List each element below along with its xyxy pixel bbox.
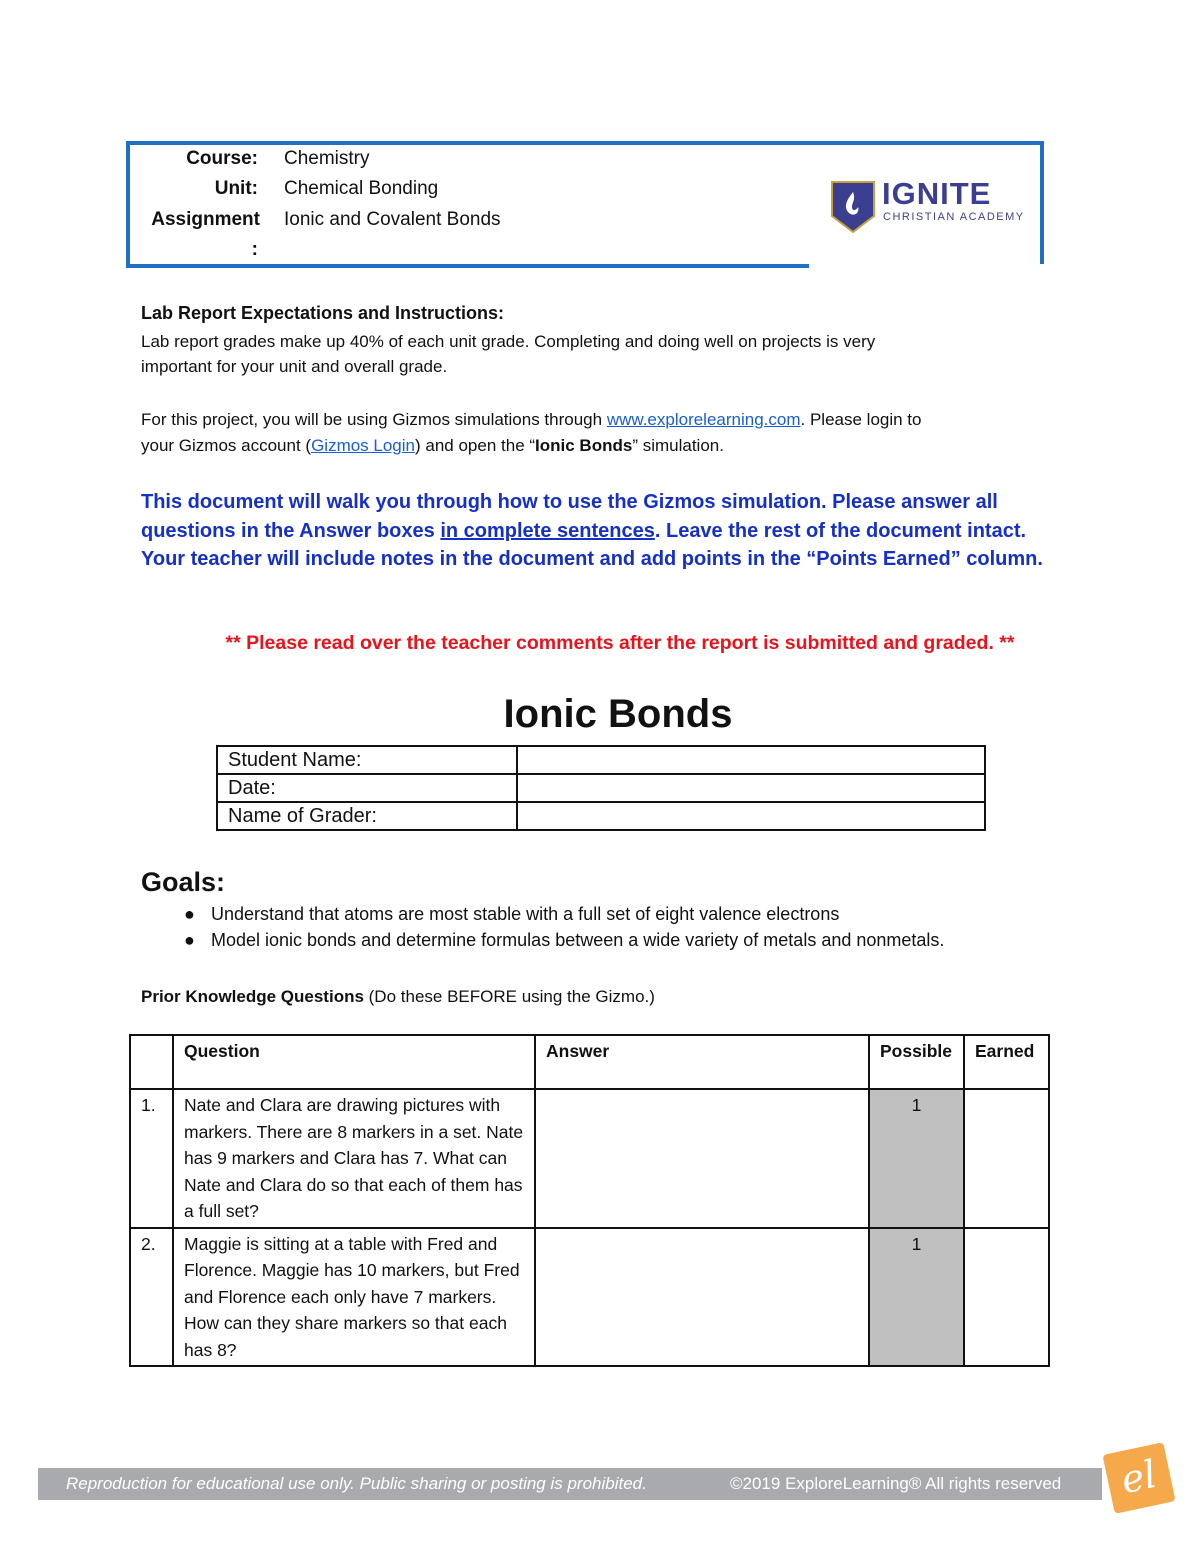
possible-points: 1 <box>869 1228 964 1367</box>
logo-subtitle: CHRISTIAN ACADEMY <box>883 211 1025 223</box>
text: This document will walk you through how to use the Gizmos simulation. Please answer all questions in the Answer boxes <box>141 491 998 542</box>
text: For this project, you will be using Gizmos simulations through <box>141 410 607 429</box>
col-header-answer: Answer <box>535 1035 869 1089</box>
text: Ionic Bonds <box>535 436 633 455</box>
course-value: Chemistry <box>284 148 370 169</box>
goals-heading: Goals: <box>141 867 226 897</box>
table-row <box>217 774 985 802</box>
text: your Gizmos account ( <box>141 436 312 455</box>
goal-text: Model ionic bonds and determine formulas between a wide variety of metals and nonmetals. <box>211 930 945 950</box>
earned-points <box>964 1228 1049 1367</box>
student-name-field[interactable] <box>517 746 985 774</box>
instructions-text: Lab report grades make up 40% of each unit grade. Completing and doing well on projects is very <box>141 332 876 351</box>
assignment-colon: : <box>251 239 258 260</box>
question-number: 1. <box>130 1089 173 1228</box>
table-row <box>130 1089 1049 1228</box>
questions-table <box>129 1034 1050 1367</box>
col-header-question: Question <box>173 1035 535 1089</box>
question-text: Nate and Clara are drawing pictures with markers. There are 8 markers in a set. Nate has 9 markers and Clara has 7. What can Nate and Clara do so that each of them has a full set? <box>173 1089 535 1228</box>
prior-knowledge-heading <box>141 984 655 1009</box>
footer-copyright: ©2019 ExploreLearning® All rights reserved <box>730 1474 1062 1493</box>
table-row <box>217 746 985 774</box>
instructions-gizmos <box>141 407 921 432</box>
unit-value: Chemical Bonding <box>284 178 439 199</box>
goal-text: Understand that atoms are most stable with a full set of eight valence electrons <box>211 904 840 924</box>
date-label: Date: <box>217 774 517 802</box>
text: . Please login to <box>800 410 922 429</box>
grader-label: Name of Grader: <box>217 802 517 830</box>
question-text: Maggie is sitting at a table with Fred and Florence. Maggie has 10 markers, but Fred and Florence each only have 7 markers. How can they share markers so that each has 8? <box>173 1228 535 1367</box>
header-border <box>126 141 1044 145</box>
goal-item <box>184 930 945 951</box>
instructions-login <box>141 433 724 458</box>
instructions-text: important for your unit and overall grade. <box>141 357 448 376</box>
student-name-label: Student Name: <box>217 746 517 774</box>
assignment-value: Ionic and Covalent Bonds <box>284 209 501 230</box>
header-border <box>126 264 809 268</box>
text: ” simulation. <box>632 436 724 455</box>
header-border <box>1040 141 1044 264</box>
table-row <box>217 802 985 830</box>
text: in complete sentences <box>440 519 655 542</box>
table-row <box>130 1228 1049 1367</box>
question-number: 2. <box>130 1228 173 1367</box>
course-label: Course: <box>186 148 258 169</box>
bullet-icon: ● <box>184 930 195 950</box>
col-header-earned: Earned <box>964 1035 1049 1089</box>
possible-points: 1 <box>869 1089 964 1228</box>
text: ) and open the “ <box>415 436 536 455</box>
shield-flame-icon <box>830 176 876 234</box>
page-title: Ionic Bonds <box>503 692 733 736</box>
col-header <box>130 1035 173 1089</box>
ignite-logo <box>830 176 1030 236</box>
answer-field[interactable] <box>535 1089 869 1228</box>
answer-field[interactable] <box>535 1228 869 1367</box>
unit-label: Unit: <box>214 178 258 199</box>
logo-title: IGNITE <box>882 176 992 211</box>
goal-item <box>184 904 840 925</box>
copyright-footer <box>38 1468 1102 1500</box>
text: . Leave the rest of the document intact. Your teacher will include notes in the document and add points in the “Points Earned” column. <box>141 519 1043 570</box>
text: (Do these BEFORE using the Gizmo.) <box>363 987 655 1006</box>
earned-points <box>964 1089 1049 1228</box>
gizmos-login-link[interactable]: Gizmos Login <box>311 436 415 455</box>
explorelearning-link[interactable]: www.explorelearning.com <box>606 410 801 429</box>
date-field[interactable] <box>517 774 985 802</box>
grader-field[interactable] <box>517 802 985 830</box>
col-header-possible: Possible <box>869 1035 964 1089</box>
assignment-label: Assignment <box>151 209 260 230</box>
student-info-table <box>216 745 986 831</box>
explorelearning-logo: el <box>1102 1442 1175 1514</box>
footer-notice: Reproduction for educational use only. Public sharing or posting is prohibited. <box>66 1474 647 1493</box>
instructions-heading: Lab Report Expectations and Instructions: <box>141 303 505 323</box>
bullet-icon: ● <box>184 904 195 924</box>
table-header-row <box>130 1035 1049 1089</box>
text: Prior Knowledge Questions <box>141 987 364 1006</box>
blue-instructions <box>141 488 1071 574</box>
teacher-comments-note: ** Please read over the teacher comments after the report is submitted and graded. ** <box>225 632 1015 654</box>
